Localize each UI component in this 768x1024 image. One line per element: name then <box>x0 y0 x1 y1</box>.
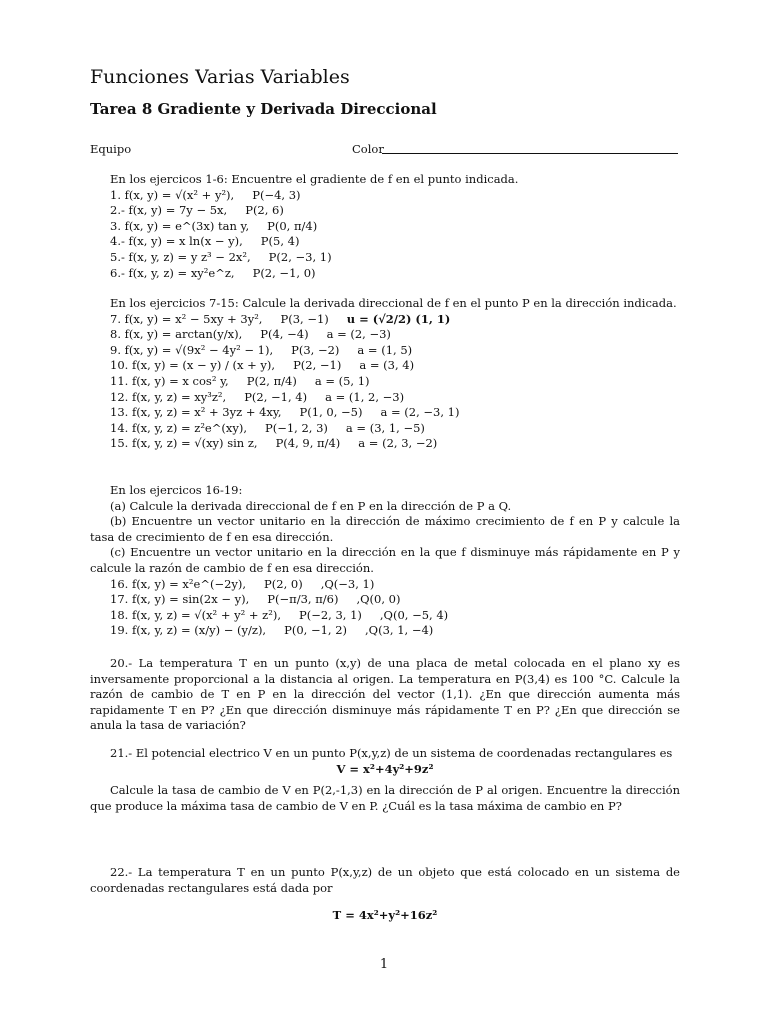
exercise-direction: a = (3, 1, −5) <box>345 420 425 435</box>
exercise-point: P(5, 4) <box>260 234 300 249</box>
exercise-item <box>90 405 680 421</box>
exercise-point-q: ,Q(0, −5, 4) <box>379 607 449 622</box>
exercise-point: P(2, −1) <box>293 358 342 373</box>
exercise-direction: a = (2, −3) <box>326 327 391 342</box>
exercise-point: P(3, −1) <box>280 311 329 326</box>
exercise-function: 3. f(x, y) = e^(3x) tan y, <box>110 218 250 233</box>
exercise-point-q: ,Q(0, 0) <box>356 592 401 607</box>
exercise-item <box>90 312 680 328</box>
exercise-function: 12. f(x, y, z) = xy³z², <box>110 389 227 404</box>
exercise-item <box>90 327 680 343</box>
exercise-function: 14. f(x, y, z) = z²e^(xy), <box>110 420 247 435</box>
exercise-function: 16. f(x, y) = x²e^(−2y), <box>110 576 247 591</box>
exercise-item <box>90 188 680 204</box>
exercise-direction: u = (√2/2) (1, 1) <box>346 311 451 326</box>
exercise-item <box>90 577 680 593</box>
exercise-item <box>90 234 680 250</box>
problem-21 <box>90 746 680 814</box>
problem-21-text: 21.- El potencial electrico V en un punto P(x,y,z) de un sistema de coordenadas rectangulares es <box>110 746 673 760</box>
exercise-point: P(0, −1, 2) <box>284 623 348 638</box>
color-blank-line <box>382 153 678 154</box>
exercise-item <box>90 390 680 406</box>
exercise-direction: a = (2, −3, 1) <box>380 405 460 420</box>
team-label: Equipo <box>90 142 132 156</box>
exercise-direction: a = (1, 2, −3) <box>325 389 405 404</box>
exercise-function: 1. f(x, y) = √(x² + y²), <box>110 187 235 202</box>
document-title: Funciones Varias Variables <box>90 66 350 88</box>
exercise-function: 18. f(x, y, z) = √(x² + y² + z²), <box>110 607 281 622</box>
exercise-point-q: ,Q(−3, 1) <box>320 576 375 591</box>
section-3-part-a: (a) Calcule la derivada direccional de f en P en la dirección de P a Q. <box>110 498 512 513</box>
exercise-function: 19. f(x, y, z) = (x/y) − (y/z), <box>110 623 267 638</box>
color-label: Color <box>352 142 384 156</box>
page-number: 1 <box>379 957 389 972</box>
exercise-point-q: ,Q(3, 1, −4) <box>365 623 434 638</box>
exercise-point: P(1, 0, −5) <box>299 405 363 420</box>
exercise-point: P(0, π/4) <box>267 218 318 233</box>
exercise-item <box>90 623 680 639</box>
exercise-point: P(3, −2) <box>291 342 340 357</box>
exercise-point: P(−1, 2, 3) <box>264 420 328 435</box>
exercise-point: P(−2, 3, 1) <box>298 607 362 622</box>
problem-22 <box>90 865 680 924</box>
exercise-direction: a = (2, 3, −2) <box>358 436 438 451</box>
problem-20 <box>90 656 680 734</box>
exercise-point: P(2, π/4) <box>246 373 297 388</box>
problem-21-text-2: Calcule la tasa de cambio de V en P(2,-1,3) en la dirección de P al origen. Encuentre la dirección que produce la máxima tasa de cambio de V en P. ¿Cuál es la tasa máxima de cambio en P? <box>90 783 680 813</box>
problem-22-text: 22.- La temperatura T en un punto P(x,y,z) de un objeto que está colocado en un sistema de coordenadas rectangulares está dada por <box>90 865 680 895</box>
document-subtitle: Tarea 8 Gradiente y Derivada Direccional <box>90 100 437 118</box>
exercise-point: P(2, 0) <box>264 576 303 591</box>
exercise-item <box>90 343 680 359</box>
exercise-function: 7. f(x, y) = x² − 5xy + 3y², <box>110 311 263 326</box>
exercise-function: 10. f(x, y) = (x − y) / (x + y), <box>110 358 276 373</box>
exercise-point: P(2, −1, 4) <box>244 389 308 404</box>
problem-22-equation: T = 4x²+y²+16z² <box>332 908 438 923</box>
exercise-function: 11. f(x, y) = x cos² y, <box>110 373 229 388</box>
exercise-function: 17. f(x, y) = sin(2x − y), <box>110 592 250 607</box>
exercise-direction: a = (3, 4) <box>359 358 415 373</box>
exercise-point: P(−π/3, π/6) <box>267 592 339 607</box>
exercise-item <box>90 219 680 235</box>
exercise-item <box>90 421 680 437</box>
exercise-item <box>90 608 680 624</box>
exercise-item <box>90 374 680 390</box>
exercise-item <box>90 358 680 374</box>
exercise-point: P(4, −4) <box>260 327 309 342</box>
exercise-function: 8. f(x, y) = arctan(y/x), <box>110 327 243 342</box>
exercise-point: P(2, 6) <box>245 203 284 218</box>
exercise-item <box>90 266 680 282</box>
exercise-point: P(2, −3, 1) <box>268 249 332 264</box>
section-1-intro: En los ejercicos 1-6: Encuentre el gradiente de f en el punto indicada. <box>110 172 519 186</box>
exercise-direction: a = (5, 1) <box>314 373 370 388</box>
exercise-item <box>90 250 680 266</box>
section-3-part-b: (b) Encuentre un vector unitario en la dirección de máximo crecimiento de f en P y calcule la tasa de crecimiento de f en esa dirección. <box>90 514 680 544</box>
exercise-function: 15. f(x, y, z) = √(xy) sin z, <box>110 436 258 451</box>
exercise-function: 2.- f(x, y) = 7y − 5x, <box>110 203 228 218</box>
section-3 <box>90 483 680 639</box>
exercise-function: 4.- f(x, y) = x ln(x − y), <box>110 234 243 249</box>
exercise-item <box>90 592 680 608</box>
exercise-point: P(4, 9, π/4) <box>275 436 341 451</box>
team-color-row <box>90 142 680 156</box>
exercise-item <box>90 436 680 452</box>
exercise-function: 6.- f(x, y, z) = xy²e^z, <box>110 265 235 280</box>
section-2-intro: En los ejercicios 7-15: Calcule la derivada direccional de f en el punto P en la dirección indicada. <box>110 296 677 310</box>
exercise-item <box>90 203 680 219</box>
exercise-point: P(2, −1, 0) <box>252 265 316 280</box>
section-2 <box>90 296 680 452</box>
exercise-direction: a = (1, 5) <box>357 342 413 357</box>
section-3-intro: En los ejercicos 16-19: <box>110 483 243 497</box>
exercise-function: 5.- f(x, y, z) = y z³ − 2x², <box>110 249 251 264</box>
problem-21-equation: V = x²+4y²+9z² <box>336 761 434 776</box>
exercise-function: 9. f(x, y) = √(9x² − 4y² − 1), <box>110 342 274 357</box>
exercise-point: P(−4, 3) <box>252 187 301 202</box>
problem-20-text: 20.- La temperatura T en un punto (x,y) de una placa de metal colocada en el plano xy es inversamente proporcional a la distancia al origen. La temperatura en P(3,4) es 100 °C. Calcule la razón de cambio de T en P en la dirección del vector (1,1). ¿En que dirección aumenta más rapidamente T en P? ¿En que dirección disminuye más rápidamente T en P? ¿En que dirección se anula la tasa de variación? <box>90 656 680 733</box>
section-3-part-c: (c) Encuentre un vector unitario en la dirección en la que f disminuye más rápidamente en P y calcule la razón de cambio de f en esa dirección. <box>90 545 680 575</box>
section-1 <box>90 172 680 281</box>
exercise-function: 13. f(x, y, z) = x² + 3yz + 4xy, <box>110 405 282 420</box>
